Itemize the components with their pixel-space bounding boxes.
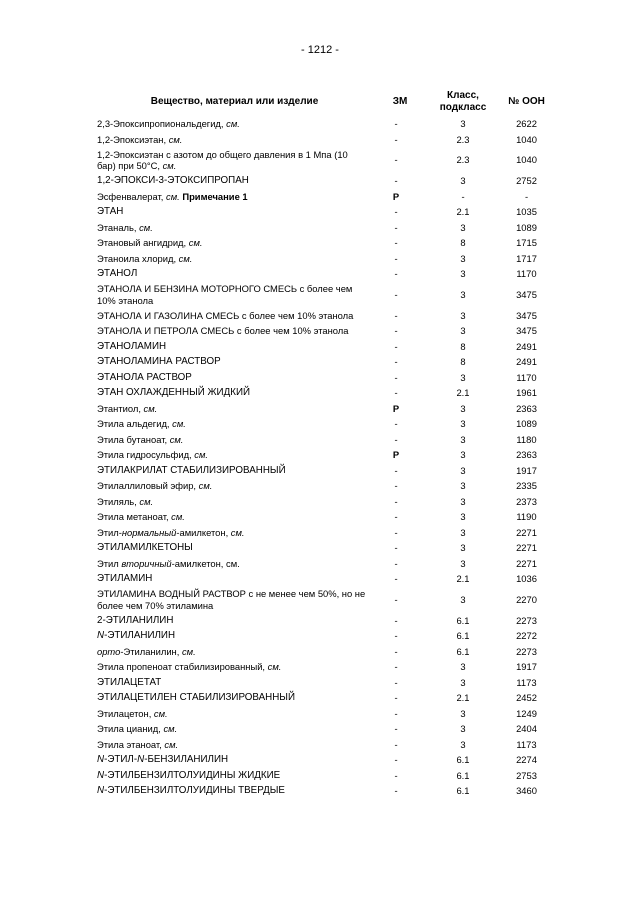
zm-cell: - <box>394 614 398 626</box>
substance-cell <box>97 116 372 132</box>
un-number-cell: 1170 <box>516 268 537 280</box>
class-cell: 3 <box>460 661 466 673</box>
table-row <box>97 613 555 629</box>
table-row <box>97 339 555 355</box>
table-row <box>97 173 555 189</box>
un-number-cell: 1089 <box>516 418 537 430</box>
class-cell: 3 <box>460 707 466 719</box>
substance-text: 1,2-ЭПОКСИ-3-ЭТОКСИПРОПАН <box>97 175 249 187</box>
table-row <box>97 385 555 401</box>
italic-text: см. <box>139 495 154 507</box>
table-row <box>97 416 555 432</box>
table-row <box>97 783 555 799</box>
substance-text: Этила метаноат, <box>97 511 172 523</box>
class-cell: 2.3 <box>456 154 470 166</box>
substance-text: Этила этаноат, <box>97 738 165 750</box>
substance-cell <box>97 308 372 324</box>
class-cell: 3 <box>460 118 466 130</box>
substance-cell <box>97 339 372 355</box>
italic-text: N <box>97 754 105 766</box>
table-row <box>97 525 555 541</box>
zm-cell: - <box>394 325 398 337</box>
italic-text: см. <box>162 160 177 171</box>
class-cell: - <box>461 190 465 202</box>
substance-text: 1,2-Эпоксиэтан, <box>97 133 169 145</box>
class-cell: 2.1 <box>456 692 470 704</box>
substance-text: Этила гидросульфид, <box>97 449 195 461</box>
zm-cell: - <box>394 387 398 399</box>
substance-cell <box>97 220 372 236</box>
italic-text: см. <box>153 707 168 719</box>
table-row <box>97 571 555 587</box>
page-number: - 1212 - <box>301 44 339 56</box>
table-row <box>97 675 555 691</box>
zm-cell: - <box>394 237 398 249</box>
zm-cell: - <box>394 511 398 523</box>
substance-text: Этила цианид, <box>97 723 164 735</box>
un-number-cell: 1173 <box>516 676 537 688</box>
zm-cell: - <box>394 371 398 383</box>
substance-cell <box>97 266 372 282</box>
substance-cell <box>97 432 372 448</box>
table-row <box>97 220 555 236</box>
substance-cell <box>97 613 372 629</box>
zm-cell: - <box>394 676 398 688</box>
italic-text: см. <box>143 402 158 414</box>
un-number-cell: 2363 <box>516 402 537 414</box>
italic-text: см. <box>139 221 153 233</box>
substance-text: ЭТИЛАЦЕТАТ <box>97 676 162 688</box>
zm-cell: - <box>394 206 398 218</box>
zm-cell: - <box>394 630 398 642</box>
italic-text: см. <box>172 418 186 430</box>
substance-text: Этил- <box>97 526 122 538</box>
zm-cell: - <box>394 785 398 797</box>
substance-text: Этаноила хлорид, <box>97 252 179 264</box>
un-number-cell: 2404 <box>516 723 537 735</box>
substance-cell <box>97 204 372 220</box>
zm-cell: - <box>394 288 398 300</box>
un-number-cell: 1249 <box>516 707 537 719</box>
zm-cell: - <box>394 526 398 538</box>
table-row <box>97 251 555 267</box>
zm-cell: - <box>394 661 398 673</box>
italic-text: N <box>97 785 105 797</box>
table-row <box>97 752 555 768</box>
italic-text: см. <box>178 252 193 264</box>
class-cell: 6.1 <box>456 645 470 657</box>
un-number-cell: 2271 <box>516 542 537 554</box>
substance-text: Этила пропеноат стабилизированный, <box>97 661 268 673</box>
zm-cell: - <box>394 118 398 130</box>
substance-cell <box>97 571 372 587</box>
substance-cell <box>97 323 372 339</box>
substance-cell <box>97 416 372 432</box>
table-row <box>97 447 555 463</box>
substance-cell <box>97 737 372 753</box>
substance-cell <box>97 721 372 737</box>
table-row <box>97 737 555 753</box>
substance-text: Эсфенвалерат, <box>97 190 166 202</box>
substance-cell <box>97 478 372 494</box>
italic-text: см. <box>168 133 183 145</box>
zm-cell: - <box>394 433 398 445</box>
class-cell: 3 <box>460 511 466 523</box>
zm-cell: Р <box>392 190 400 202</box>
substance-text: Этановый ангидрид, <box>97 237 189 249</box>
italic-text: см. <box>169 433 184 445</box>
un-number-cell: 1190 <box>516 511 537 523</box>
italic-text: см. <box>194 449 208 461</box>
un-number-cell: 2273 <box>516 645 537 657</box>
zm-cell: - <box>394 542 398 554</box>
un-number-cell: 2622 <box>516 118 537 130</box>
class-cell: 3 <box>460 175 466 187</box>
substance-text: -ЭТИЛ- <box>104 754 138 766</box>
zm-cell: - <box>394 464 398 476</box>
un-number-cell: 2491 <box>516 340 537 352</box>
un-number-cell: 3475 <box>516 309 537 321</box>
table-header-row <box>97 88 555 116</box>
zm-cell: - <box>394 340 398 352</box>
substance-cell <box>97 659 372 675</box>
table-row <box>97 556 555 572</box>
header-un-number: № ООН <box>508 96 545 107</box>
italic-text: см. <box>166 190 180 202</box>
zm-cell: - <box>394 573 398 585</box>
un-number-cell: 2753 <box>516 769 537 781</box>
un-number-cell: 2363 <box>516 449 537 461</box>
zm-cell: - <box>394 356 398 368</box>
substance-cell <box>97 385 372 401</box>
substance-cell <box>97 235 372 251</box>
un-number-cell: 2452 <box>516 692 537 704</box>
table-row <box>97 204 555 220</box>
substance-cell <box>97 587 372 613</box>
class-cell: 3 <box>460 418 466 430</box>
table-row <box>97 463 555 479</box>
table-row <box>97 628 555 644</box>
substance-cell <box>97 644 372 660</box>
substance-text: ЭТАНОЛАМИНА РАСТВОР <box>97 356 221 368</box>
italic-text: N <box>137 754 145 766</box>
substance-cell <box>97 251 372 267</box>
class-cell: 3 <box>460 738 466 750</box>
table-row <box>97 509 555 525</box>
class-cell: 3 <box>460 480 466 492</box>
substance-cell <box>97 447 372 463</box>
un-number-cell: 1715 <box>516 237 537 249</box>
table-row <box>97 266 555 282</box>
substance-text: Этилаллиловый эфир, <box>97 480 199 492</box>
class-cell: 6.1 <box>456 769 470 781</box>
italic-text: см. <box>181 645 196 657</box>
substance-text: ЭТАНОЛ <box>97 268 138 280</box>
substance-cell <box>97 675 372 691</box>
zm-cell: - <box>394 557 398 569</box>
un-number-cell: 2752 <box>516 175 537 187</box>
class-cell: 2.3 <box>456 133 470 145</box>
zm-cell: - <box>394 593 398 605</box>
italic-text: вторичный <box>121 557 172 569</box>
substance-text: -амилкетон, <box>176 526 231 538</box>
substance-text: 2-ЭТИЛАНИЛИН <box>97 614 174 626</box>
un-number-cell: 1089 <box>516 221 537 233</box>
table-row <box>97 147 555 173</box>
un-number-cell: 1040 <box>516 133 537 145</box>
table-row <box>97 540 555 556</box>
class-cell: 6.1 <box>456 754 470 766</box>
substance-text: ЭТИЛАМИН <box>97 573 153 585</box>
substance-cell <box>97 509 372 525</box>
table-row <box>97 644 555 660</box>
table-row <box>97 721 555 737</box>
class-cell: 3 <box>460 449 466 461</box>
substance-text: Этила бутаноат, <box>97 433 170 445</box>
un-number-cell: 2335 <box>516 480 537 492</box>
table-row <box>97 432 555 448</box>
substance-cell <box>97 282 372 308</box>
zm-cell: - <box>394 738 398 750</box>
substance-text: ЭТИЛАЦЕТИЛЕН СТАБИЛИЗИРОВАННЫЙ <box>97 692 295 704</box>
un-number-cell: 2270 <box>516 593 537 605</box>
substance-text: 1,2-Эпоксиэтан с азотом до общего давления в 1 Мпа (10 бар) при 50°С, <box>97 148 348 171</box>
class-cell: 6.1 <box>456 630 470 642</box>
class-cell: 3 <box>460 268 466 280</box>
substance-cell <box>97 628 372 644</box>
class-cell: 3 <box>460 402 466 414</box>
substance-cell <box>97 147 372 173</box>
class-cell: 3 <box>460 371 466 383</box>
table-row <box>97 189 555 205</box>
italic-text: см. <box>226 118 240 130</box>
un-number-cell: 2272 <box>516 630 537 642</box>
substance-text: -ЭТИЛБЕНЗИЛТОЛУИДИНЫ ТВЕРДЫЕ <box>104 785 285 797</box>
substance-cell <box>97 132 372 148</box>
substance-text: ЭТАН ОХЛАЖДЕННЫЙ ЖИДКИЙ <box>97 387 251 399</box>
note-text: Примечание 1 <box>179 190 248 202</box>
class-cell: 8 <box>460 237 466 249</box>
substance-text: -Этиланилин, <box>120 645 182 657</box>
class-cell: 3 <box>460 288 466 300</box>
class-cell: 2.1 <box>456 206 470 218</box>
class-cell: 3 <box>460 495 466 507</box>
italic-text: см. <box>230 526 245 538</box>
un-number-cell: 1035 <box>516 206 537 218</box>
un-number-cell: 1036 <box>516 573 537 585</box>
class-cell: 3 <box>460 526 466 538</box>
zm-cell: - <box>394 707 398 719</box>
class-cell: 8 <box>460 340 466 352</box>
un-number-cell: 2373 <box>516 495 537 507</box>
zm-cell: - <box>394 480 398 492</box>
un-number-cell: 1961 <box>516 387 537 399</box>
zm-cell: - <box>394 268 398 280</box>
substance-text: Этилацетон, <box>97 707 154 719</box>
substance-text: -амилкетон, см. <box>171 557 240 569</box>
class-cell: 3 <box>460 542 466 554</box>
un-number-cell: 3475 <box>516 325 537 337</box>
zm-cell: - <box>394 723 398 735</box>
zm-cell: - <box>394 133 398 145</box>
table-row <box>97 706 555 722</box>
substance-text: -ЭТИЛАНИЛИН <box>104 630 176 642</box>
class-cell: 3 <box>460 221 466 233</box>
substance-text: ЭТАНОЛА И ГАЗОЛИНА СМЕСЬ с более чем 10% этанола <box>97 309 354 321</box>
table-row <box>97 354 555 370</box>
un-number-cell: 1040 <box>516 154 537 166</box>
un-number-cell: 1180 <box>516 433 537 445</box>
un-number-cell: 1173 <box>516 738 537 750</box>
zm-cell: - <box>394 154 398 166</box>
class-cell: 6.1 <box>456 785 470 797</box>
zm-cell: - <box>394 418 398 430</box>
substance-text: ЭТИЛАКРИЛАТ СТАБИЛИЗИРОВАННЫЙ <box>97 464 286 476</box>
table-row <box>97 494 555 510</box>
italic-text: орто <box>97 645 121 657</box>
class-cell: 3 <box>460 676 466 688</box>
un-number-cell: 2491 <box>516 356 537 368</box>
substance-text: ЭТИЛАМИНА ВОДНЫЙ РАСТВОР с не менее чем 50%, но не более чем 70% этиламина <box>97 588 366 611</box>
substance-text: ЭТИЛАМИЛКЕТОНЫ <box>97 542 193 554</box>
substance-cell <box>97 783 372 799</box>
substance-cell <box>97 463 372 479</box>
table-row <box>97 659 555 675</box>
table-row <box>97 401 555 417</box>
substance-text: ЭТАНОЛА И ПЕТРОЛА СМЕСЬ с более чем 10% этанола <box>97 325 349 337</box>
header-zm: ЗМ <box>392 96 408 107</box>
italic-text: см. <box>267 661 282 673</box>
substance-cell <box>97 354 372 370</box>
substance-cell <box>97 189 372 205</box>
substance-text: Этила альдегид, <box>97 418 173 430</box>
substance-text: 2,3-Эпоксипропиональдегид, <box>97 118 227 130</box>
class-cell: 3 <box>460 433 466 445</box>
zm-cell: - <box>394 175 398 187</box>
zm-cell: - <box>394 495 398 507</box>
table-row <box>97 116 555 132</box>
substance-text: Этил <box>97 557 122 569</box>
class-cell: 3 <box>460 252 466 264</box>
substance-text: Этаналь, <box>97 221 140 233</box>
un-number-cell: 3460 <box>516 785 537 797</box>
class-cell: 3 <box>460 464 466 476</box>
substance-cell <box>97 173 372 189</box>
substance-text: ЭТАНОЛАМИН <box>97 340 167 352</box>
table-row <box>97 370 555 386</box>
substance-cell <box>97 690 372 706</box>
class-cell: 6.1 <box>456 614 470 626</box>
header-substance: Вещество, материал или изделие <box>150 96 319 107</box>
zm-cell: - <box>394 252 398 264</box>
dangerous-goods-table <box>97 88 555 799</box>
class-cell: 3 <box>460 309 466 321</box>
un-number-cell: 2271 <box>516 557 537 569</box>
zm-cell: - <box>394 309 398 321</box>
zm-cell: - <box>394 221 398 233</box>
zm-cell: Р <box>392 449 400 461</box>
un-number-cell: 2273 <box>516 614 537 626</box>
substance-text: -ЭТИЛБЕНЗИЛТОЛУИДИНЫ ЖИДКИЕ <box>104 769 281 781</box>
zm-cell: - <box>394 692 398 704</box>
class-cell: 3 <box>460 325 466 337</box>
table-row <box>97 282 555 308</box>
table-row <box>97 235 555 251</box>
italic-text: N <box>97 630 105 642</box>
un-number-cell: 2271 <box>516 526 537 538</box>
table-row <box>97 768 555 784</box>
substance-text: ЭТАНОЛА И БЕНЗИНА МОТОРНОГО СМЕСЬ с более чем 10% этанола <box>97 283 353 306</box>
class-cell: 8 <box>460 356 466 368</box>
table-row <box>97 690 555 706</box>
class-cell: 3 <box>460 557 466 569</box>
table-body <box>97 116 555 799</box>
substance-cell <box>97 494 372 510</box>
un-number-cell: 1717 <box>516 252 537 264</box>
class-cell: 3 <box>460 723 466 735</box>
italic-text: нормальный <box>121 526 177 538</box>
table-row <box>97 587 555 613</box>
italic-text: N <box>97 769 105 781</box>
zm-cell: - <box>394 754 398 766</box>
substance-text: -БЕНЗИЛАНИЛИН <box>144 754 229 766</box>
substance-text: Этиляль, <box>97 495 140 507</box>
class-cell: 2.1 <box>456 573 470 585</box>
zm-cell: - <box>394 645 398 657</box>
class-cell: 2.1 <box>456 387 470 399</box>
italic-text: см. <box>171 511 185 523</box>
table-row <box>97 308 555 324</box>
table-row <box>97 132 555 148</box>
substance-cell <box>97 401 372 417</box>
un-number-cell: 3475 <box>516 288 537 300</box>
table-row <box>97 323 555 339</box>
un-number-cell: 1917 <box>516 464 537 476</box>
un-number-cell: 1917 <box>516 661 537 673</box>
italic-text: см. <box>164 738 179 750</box>
substance-cell <box>97 768 372 784</box>
header-class: Класс, подкласс <box>439 90 487 113</box>
substance-cell <box>97 706 372 722</box>
substance-cell <box>97 556 372 572</box>
table-row <box>97 478 555 494</box>
substance-text: Этантиол, <box>97 402 144 414</box>
substance-text: ЭТАНОЛА РАСТВОР <box>97 371 192 383</box>
substance-text: ЭТАН <box>97 206 124 218</box>
zm-cell: - <box>394 769 398 781</box>
un-number-cell: - <box>524 190 529 202</box>
italic-text: см. <box>163 723 178 735</box>
substance-cell <box>97 540 372 556</box>
italic-text: см. <box>198 480 213 492</box>
un-number-cell: 2274 <box>516 754 537 766</box>
substance-cell <box>97 525 372 541</box>
zm-cell: Р <box>392 402 400 414</box>
un-number-cell: 1170 <box>516 371 537 383</box>
class-cell: 3 <box>460 593 466 605</box>
substance-cell <box>97 370 372 386</box>
substance-cell <box>97 752 372 768</box>
italic-text: см. <box>188 237 203 249</box>
